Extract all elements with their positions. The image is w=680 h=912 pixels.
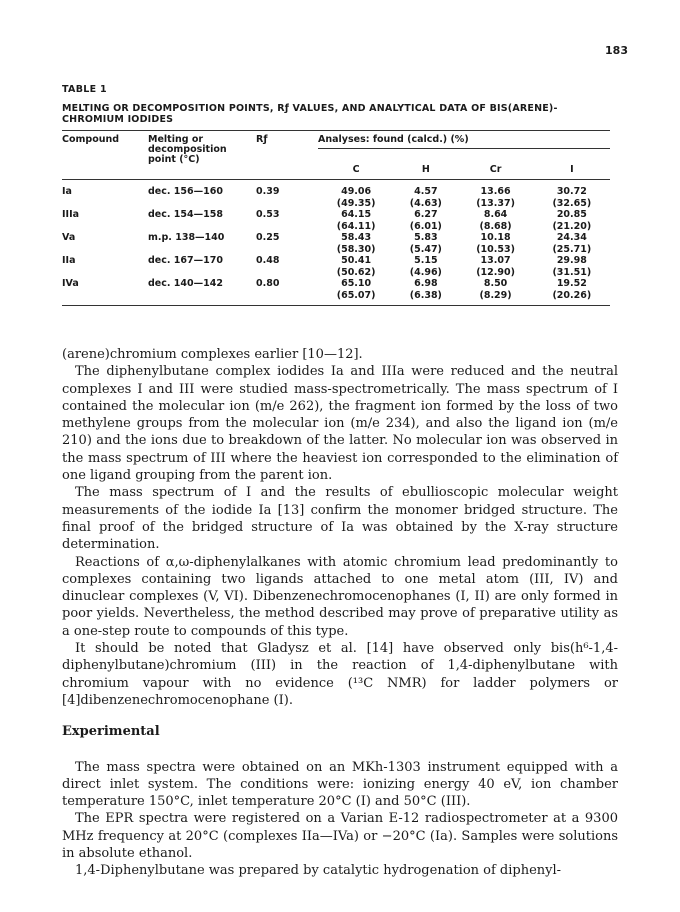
calcd-value: (13.37): [476, 197, 515, 209]
calcd-value: (50.62): [336, 266, 376, 278]
rf-value: 0.53: [256, 209, 280, 220]
found-value: 6.98: [414, 278, 438, 289]
found-value: 20.85: [556, 209, 587, 220]
calcd-value: (5.47): [409, 243, 442, 255]
calcd-value: (4.63): [409, 197, 442, 209]
found-value: 29.98: [556, 255, 587, 266]
calcd-value: (25.71): [552, 243, 592, 255]
table-row: [62, 232, 610, 244]
table-row: [62, 278, 610, 290]
found-value: 5.83: [414, 232, 438, 243]
rf-value: 0.80: [256, 278, 280, 289]
found-value: 24.34: [556, 232, 587, 243]
body-text: [62, 346, 618, 880]
calcd-value: (4.96): [409, 266, 442, 278]
found-value: 6.27: [414, 209, 438, 220]
table-row: [62, 255, 610, 267]
table-bottom-rule: [62, 305, 610, 306]
table-label: TABLE 1: [62, 84, 107, 95]
found-value: 19.52: [556, 278, 587, 289]
found-value: 58.43: [341, 232, 372, 243]
found-value: 50.41: [341, 255, 372, 266]
calcd-value: (65.07): [336, 289, 376, 301]
header-analyses: Analyses: found (calcd.) (%): [318, 131, 610, 149]
melting-point: dec. 156—160: [148, 186, 223, 197]
found-value: 49.06: [341, 186, 372, 197]
calcd-value: (8.68): [479, 220, 512, 232]
calcd-value: (32.65): [552, 197, 592, 209]
found-value: 5.15: [414, 255, 438, 266]
calcd-value: (49.35): [336, 197, 376, 209]
compound: IIa: [62, 255, 76, 266]
header-cr: Cr: [489, 164, 502, 175]
paragraph: 1,4-Diphenylbutane was prepared by catalytic hydrogenation of diphenyl-: [75, 863, 562, 879]
compound: IVa: [62, 278, 79, 289]
calcd-value: (10.53): [476, 243, 515, 255]
header-rf: Rƒ: [256, 134, 268, 145]
calcd-value: (20.26): [552, 289, 592, 301]
header-i: I: [570, 164, 574, 175]
table-title: MELTING OR DECOMPOSITION POINTS, Rƒ VALUES, AND ANALYTICAL DATA OF BIS(ARENE)-CHROMIUM IODIDES: [62, 103, 558, 125]
section-heading: Experimental: [62, 724, 160, 740]
paragraph: The diphenylbutane complex iodides Ia and IIIa were reduced and the neutral complexes I and III were studied mass-spectrometrically. The mass spectrum of I contained the molecular ion (m/e 262), the fragment ion formed by the loss of two methylene groups from the molecular ion (m/e 234), and also the ligand ion (m/e 210) and the ions due to breakdown of the latter. No molecular ion was observed in the mass spectrum of III where the heaviest ion corresponded to the elimination of one ligand grouping from the parent ion.: [62, 364, 618, 484]
compound: Ia: [62, 186, 72, 197]
header-melting: Melting or decomposition point (°C): [148, 134, 227, 165]
found-value: 8.64: [483, 209, 508, 220]
rf-value: 0.39: [256, 186, 280, 197]
compound: IIIa: [62, 209, 80, 220]
calcd-value: (21.20): [552, 220, 592, 232]
calcd-value: (64.11): [336, 220, 376, 232]
calcd-value: (6.38): [409, 289, 442, 301]
found-value: 10.18: [480, 232, 511, 243]
melting-point: dec. 154—158: [148, 209, 223, 220]
rf-value: 0.25: [256, 232, 280, 243]
found-value: 4.57: [414, 186, 438, 197]
paragraph: The mass spectra were obtained on an MKh-1303 instrument equipped with a direct inlet system. The conditions were: ionizing energy 40 eV, ion chamber temperature 150°C, inlet temperature 20°C (I) and 50°C (III).: [62, 759, 618, 810]
found-value: 30.72: [556, 186, 587, 197]
table-row: [62, 209, 610, 221]
table-row: [62, 180, 610, 198]
melting-point: m.p. 138—140: [148, 232, 225, 243]
table-body: [62, 180, 610, 301]
calcd-value: (31.51): [552, 266, 592, 278]
calcd-value: (58.30): [336, 243, 376, 255]
melting-point: dec. 167—170: [148, 255, 223, 266]
header-c: C: [352, 164, 360, 175]
found-value: 8.50: [483, 278, 508, 289]
calcd-value: (6.01): [409, 220, 442, 232]
melting-point: dec. 140—142: [148, 278, 223, 289]
found-value: 13.66: [480, 186, 511, 197]
paragraph: The EPR spectra were registered on a Varian E-12 radiospectrometer at a 9300 MHz frequency at 20°C (complexes IIa—IVa) or −20°C (Ia). Samples were solutions in absolute ethanol.: [62, 811, 618, 862]
page-number: 183: [605, 44, 628, 57]
data-table: [62, 131, 610, 301]
calcd-value: (8.29): [479, 289, 512, 301]
header-compound: Compound: [62, 134, 120, 145]
paragraph: It should be noted that Gladysz et al. [14] have observed only bis(h⁶-1,4-diphenylbutane)chromium (III) in the reaction of 1,4-diphenylbutane with chromium vapour with no evidence (¹³C NMR) for ladder polymers or [4]dibenzenechromocenophane (I).: [62, 641, 618, 708]
found-value: 13.07: [480, 255, 511, 266]
calcd-value: (12.90): [476, 266, 515, 278]
rf-value: 0.48: [256, 255, 280, 266]
paragraph: The mass spectrum of I and the results of ebullioscopic molecular weight measurements of the iodide Ia [13] confirm the monomer bridged structure. The final proof of the bridged structure of Ia was obtained by the X-ray structure determination.: [62, 485, 618, 553]
compound: Va: [62, 232, 76, 243]
header-h: H: [421, 164, 430, 175]
paragraph: Reactions of α,ω-diphenylalkanes with atomic chromium lead predominantly to complexes containing two ligands attached to one metal atom (III, IV) and dinuclear complexes (V, VI). Dibenzenechromocenophanes (I, II) are only formed in poor yields. Nevertheless, the method described may prove of preparative utility as a one-step route to compounds of this type.: [62, 554, 618, 639]
found-value: 65.10: [341, 278, 372, 289]
table-1: [62, 84, 610, 306]
found-value: 64.15: [341, 209, 372, 220]
paragraph: (arene)chromium complexes earlier [10—12].: [62, 347, 363, 362]
